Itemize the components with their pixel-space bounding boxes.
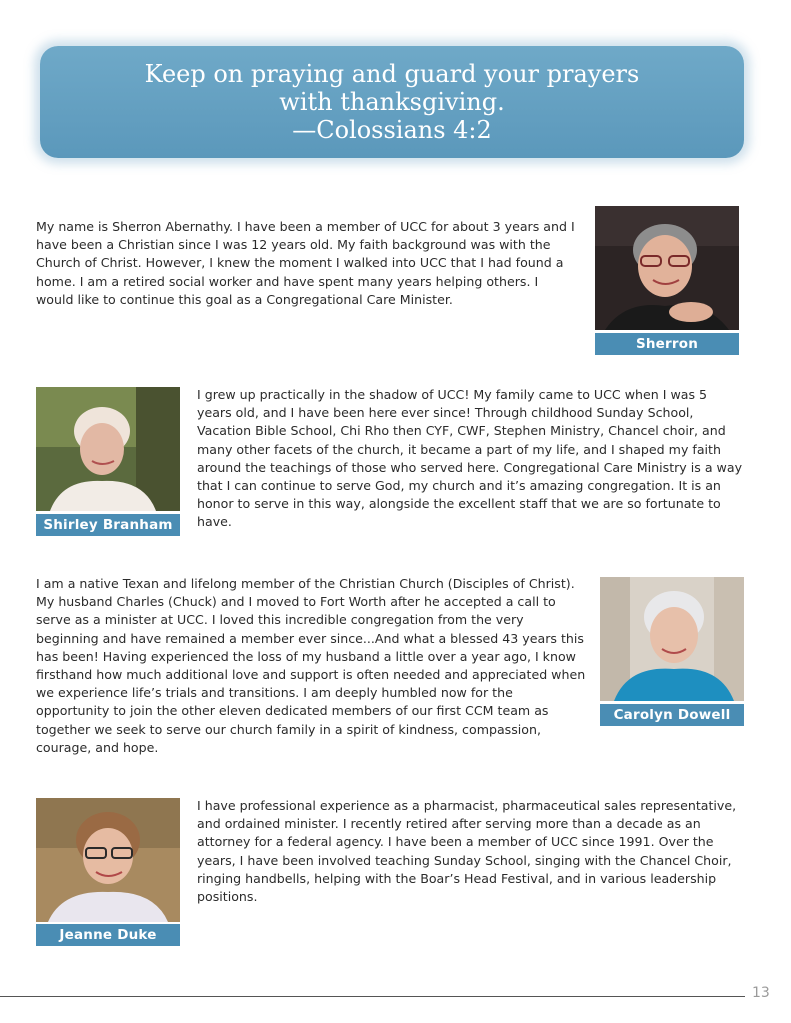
banner-line-2: with thanksgiving. — [279, 88, 505, 116]
member-photo — [36, 387, 180, 511]
member-name-tag: Jeanne Duke — [36, 924, 180, 946]
member-bio: I have professional experience as a pharmacist, pharmaceutical sales representative, and ordained minister. I recently retired after serving more than a decade as an attorney for a federal agency. I have been a member of UCC since 1991. Over the years, I have been involved teaching Sunday School, singing with the Chancel Choir, ringing handbells, helping with the Boar’s Head Festival, and in various leadership positions. — [197, 798, 737, 905]
banner-line-1: Keep on praying and guard your prayers — [144, 60, 640, 88]
member-photo — [600, 577, 744, 701]
member-name-tag: Carolyn Dowell — [600, 704, 744, 726]
member-photo — [595, 206, 739, 330]
scripture-banner — [40, 46, 744, 158]
footer-rule — [0, 996, 745, 997]
member-bio: I am a native Texan and lifelong member of the Christian Church (Disciples of Christ). My husband Charles (Chuck) and I moved to Fort Worth after he accepted a call to serve as a minister at UCC. I loved this incredible congregation from the very beginning and have remained a member ever since...And what a blessed 43 years this has been! Having experienced the loss of my husband a little over a year ago, I know firsthand how much additional love and support is often needed and appreciated when we experience life’s trials and transitions. I am deeply humbled now for the opportunity to join the other eleven dedicated members of our first CCM team as together we seek to serve our church family in a spirit of kindness, compassion, courage, and hope. — [36, 576, 586, 755]
member-name-tag: Sherron Abernathy — [595, 333, 739, 355]
member-bio: I grew up practically in the shadow of UCC! My family came to UCC when I was 5 years old, and I have been here ever since! Through childhood Sunday School, Vacation Bible School, Chi Rho then CYF, CWF, Stephen Ministry, Chancel choir, and many other facets of the church, it became a part of my life, and I shaped my faith around the teachings of those who served here. Congregational Care Ministry is a way that I can continue to serve God, my church and it’s amazing congregation. It is an honor to serve in this way, alongside the excellent staff that we are so fortunate to have. — [197, 387, 743, 530]
member-bio: My name is Sherron Abernathy. I have been a member of UCC for about 3 years and I have been a Christian since I was 12 years old. My faith background was with the Church of Christ. However, I knew the moment I walked into UCC that I had found a home. I am a retired social worker and have spent many years helping others. I would like to continue this goal as a Congregational Care Minister. — [36, 219, 575, 307]
member-name-tag: Shirley Branham — [36, 514, 180, 536]
member-photo — [36, 798, 180, 922]
banner-citation: —Colossians 4:2 — [292, 116, 492, 144]
page-number: 13 — [752, 985, 770, 1001]
